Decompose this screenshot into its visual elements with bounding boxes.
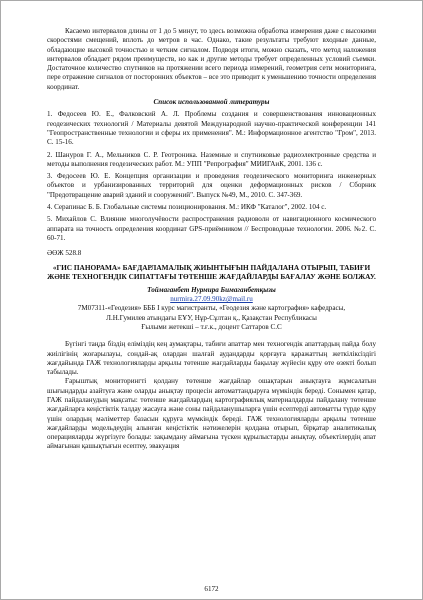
page-number: 6172 xyxy=(204,585,219,593)
affiliation-line-2: Л.Н.Гумилев атындағы ЕҰУ, Нұр-Сұлтан қ., Қазақстан Республикасы xyxy=(106,313,317,322)
reference-item: 4. Серапинас Б. Б. Глобальные системы позиционирования. М.: ИКФ "Каталог", 2002. 104 с. xyxy=(47,203,327,212)
author-email-link[interactable]: nurmira.27.09.90kz@mail.ru xyxy=(170,295,253,304)
article-title: «ГИС ПАНОРАМА» БАҒДАРЛАМАЛЫҚ ЖИЫНТЫҒЫН ПАЙДАЛАНА ОТЫРЫП, ТАБИҒИ ЖӘНЕ ТЕХНОГЕНДІК СИПАТТАҒЫ ТӨТЕНШЕ ЖАҒДАЙЛАРДЫ БАҒАЛАУ ЖӘНЕ БОЛЖАУ. xyxy=(47,262,376,282)
intro-paragraph: Касаемо интервалов длины от 1 до 5 минут, то здесь возможна обработка измерения даже с высокими скоростями смещений, вплоть до метров в час. Однако, такие результаты требуют входные данные, обладающие высокой точностью и четким сигналом. Подводя итоги, можно сказать, что метод наложения интервалов обладает рядом преимуществ, но как и другие методы требует определенных условий съемки. Достаточное количество спутников на протяжении всего периода измерений, геометрия сети мониторинга, пере отражение сигналов от посторонних объектов – все это приводит к уменьшению точности определения координат. xyxy=(47,27,376,91)
email-line xyxy=(47,295,376,304)
author-name: Тоймаганбет Нурмира Бимаганбетқызы xyxy=(147,285,276,294)
udk-code: ӘӨЖ 528.8 xyxy=(47,249,82,258)
body-paragraph: Бүгінгі таңда біздің еліміздің кең аумақтары, табиғи апаттар мен техногендік апаттардың пайда болу жиілігінің жоғарылауы, сондай-ақ олардан шалғай аудандарды қорғауға қаражаттың жеткіліксіздігі жағдайында ГАЖ технологияларды арқылы төтенше жағдайларды бақылау жүйесін құру өте өзекті болып табылады. xyxy=(47,340,376,377)
page-content xyxy=(47,27,376,452)
references-heading: Список использованной литературы xyxy=(153,98,270,107)
reference-item: 3. Федосеев Ю. Е. Концепция организации и проведения геодезического мониторинга инженерных объектов и урбанизированных территорий для оценки деформационных рисков / Сборник "Предотвращение аварий зданий и сооружений". Выпуск №49, М., 2010. С. 347-369. xyxy=(47,172,376,199)
article-body xyxy=(47,340,376,452)
affiliation-line-1: 7М07311-«Геодезия» БББ І курс магистранты, «Геодезия және картография» кафедрасы, xyxy=(77,304,346,313)
references-list xyxy=(47,110,376,243)
reference-item: 2. Шануров Г. А., Мельников С. Р. Геотроника. Наземные и спутниковые радиоэлектронные средства и методы выполнения геодезических работ. М.: УПП "Репрография" МИИГАиК, 2001. 136 с. xyxy=(47,150,376,168)
supervisor-line: Ғылыми жетекші – т.ғ.к., доцент Саттаров С.С xyxy=(141,322,282,331)
reference-item: 1. Федосеев Ю. Е., Фалковский А. Л. Проблемы создания и совершенствования инновационных геодезических технологий / Материалы девятой Международной научно-практической конференции 141 "Геопространственные технологии и сферы их применения". М.: Информационное агентство "Гром", 2013. С. 15-16. xyxy=(47,110,376,147)
body-paragraph: Ғарыштық мониторингті қолдану төтенше жағдайлар ошақтарын анықтауға жұмсалатын шығындарды азайтуға және оларды анықтау процесін автоматтандыруға мүмкіндік береді. Сонымен қатар, ГАЖ пайдаланудың мақсаты: төтенше жағдайлардың картографиялық материалдарды пайдалану төтенше жағдайларға кеңістіктік талдау жасауға және соны пайдаланушыларға үшін есептерді автоматты түрде құру үшін олардың мәліметтер базасын құруға мүмкіндік береді. ГАЖ технологияларды арқылы төтенше жағдайларды модельдеудің алынған кеңістіктік нәтижелерін қолдана отырып, бірқатар аналитикалық операцияларды жүргізуге болады: зақымдану аймағына түскен құрылыстарды анықтау, объектілердің апат аймағынан қашықтығын есептеу, эвакуация xyxy=(47,377,376,451)
reference-item: 5. Михайлов С. Влияние многолучёвости распространения радиоволн от навигационного космического аппарата на точность определения координат GPS-приёмником // Беспроводные технологии. 2006. №2. С. 60-71. xyxy=(47,215,376,242)
